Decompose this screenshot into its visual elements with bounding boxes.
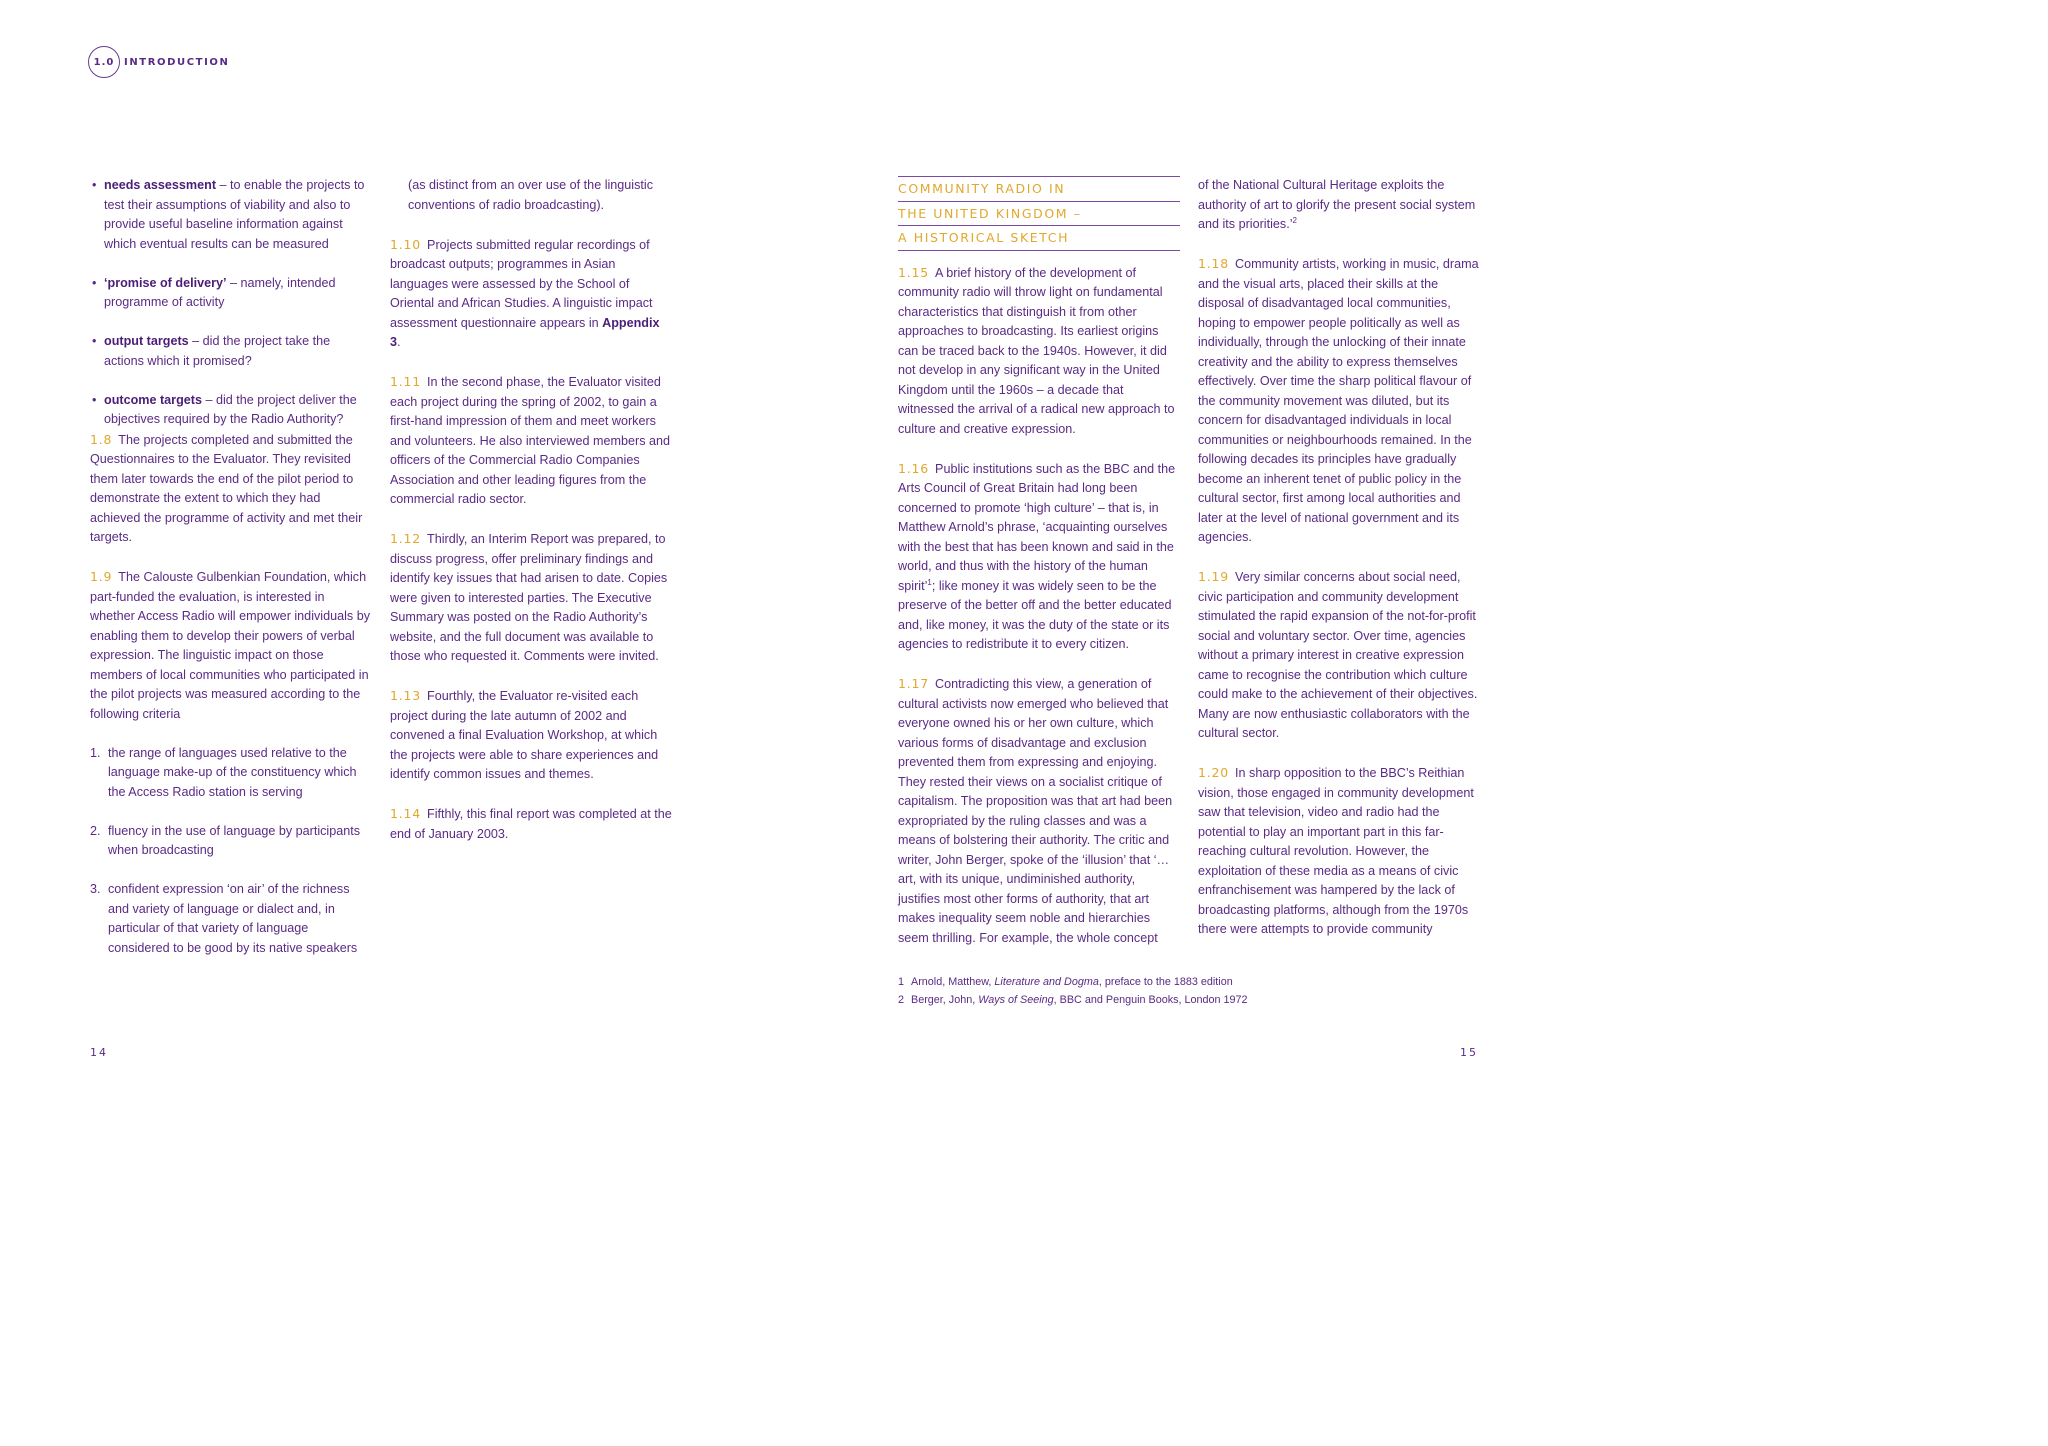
footnote: 2 Berger, John, Ways of Seeing, BBC and Penguin Books, London 1972	[898, 994, 1248, 1006]
left-column-1	[90, 176, 372, 958]
footnotes	[898, 973, 1498, 1009]
left-page	[0, 0, 784, 1107]
paragraph-number: 1.11	[390, 374, 422, 389]
heading-line: A HISTORICAL SKETCH	[898, 225, 1180, 251]
paragraph-1-17: 1.17 Contradicting this view, a generation of cultural activists now emerged who believed that everyone owned his or her own culture, which various forms of disadvantage and exclusion prevented them from expressing and enjoying. They rested their views on a socialist critique of capitalism. The proposition was that art had been expropriated by the ruling classes and was a means of bolstering their authority. The critic and writer, John Berger, spoke of the ‘illusion’ that ‘… art, with its unique, undiminished authority, justifies most other forms of authority, that art makes inequality seem noble and hierarchies seem thrilling. For example, the whole concept	[898, 676, 1173, 945]
paragraph-1-14: 1.14 Fifthly, this final report was completed at the end of January 2003.	[390, 806, 672, 841]
heading-line: COMMUNITY RADIO IN	[898, 176, 1180, 201]
paragraph-number: 1.8	[90, 431, 113, 447]
bullet-item: • outcome targets – did the project deliver the objectives required by the Radio Authority?	[92, 392, 357, 426]
page-number-left: 14	[90, 1046, 108, 1059]
paragraph-1-20: 1.20 In sharp opposition to the BBC’s Reithian vision, those engaged in community development saw that television, video and radio had the potential to play an important part in this far-reaching cultural revolution. However, the exploitation of these media as a means of civic enfranchisement was hampered by the lack of broadcasting platforms, although from the 1970s there were attempts to provide community	[1198, 765, 1474, 936]
page-number-right: 15	[1460, 1046, 1478, 1059]
bullet-item: • needs assessment – to enable the projects to test their assumptions of viability and also to provide useful baseline information against which eventual results can be measured	[92, 178, 365, 251]
section-heading	[898, 176, 1180, 251]
right-column-2	[1198, 176, 1480, 940]
bullet-item: • output targets – did the project take the actions which it promised?	[92, 334, 331, 368]
paragraph-1-9: 1.9 The Calouste Gulbenkian Foundation, which part-funded the evaluation, is interested in whether Access Radio will empower individuals by enabling them to develop their powers of verbal expression. The linguistic impact on those members of local communities who participated in the pilot projects was measured according to the following criteria	[90, 569, 370, 721]
continuation-text: of the National Cultural Heritage exploits the authority of art to glorify the present social system and its priorities.’$^2$	[1198, 178, 1476, 231]
paragraph-1-8: 1.8 The projects completed and submitted the Questionnaires to the Evaluator. They revisited them later towards the end of the pilot period to demonstrate the extent to which they had achieved the programme of activity and met their targets.	[90, 431, 363, 544]
section-title: INTRODUCTION	[124, 56, 230, 68]
right-page	[784, 0, 1568, 1107]
continuation-text: (as distinct from an over use of the linguistic conventions of radio broadcasting).	[408, 178, 653, 212]
section-number-badge: 1.0	[88, 46, 120, 78]
paragraph-1-12: 1.12 Thirdly, an Interim Report was prepared, to discuss progress, offer preliminary findings and identify key issues that had arisen to date. Copies were given to interested parties. The Executive Summary was posted on the Radio Authority’s website, and the full document was available to those who requested it. Comments were invited.	[390, 531, 668, 663]
paragraph-number: 1.12	[390, 531, 422, 546]
paragraph-number: 1.18	[1198, 256, 1230, 271]
paragraph-number: 1.14	[390, 806, 422, 821]
right-column-1	[898, 176, 1180, 948]
paragraph-1-10: 1.10 Projects submitted regular recordings of broadcast outputs; programmes in Asian languages were assessed by the School of Oriental and African Studies. A linguistic impact assessment questionnaire appears in Appendix 3.	[390, 236, 660, 349]
paragraph-number: 1.19	[1198, 569, 1230, 584]
paragraph-number: 1.9	[90, 569, 113, 584]
paragraph-1-19: 1.19 Very similar concerns about social need, civic participation and community development stimulated the rapid expansion of the not-for-profit social and voluntary sector. Over time, agencies without a primary interest in creative expression came to recognise the contribution which culture could make to the achievement of their objectives. Many are now enthusiastic collaborators with the cultural sector.	[1198, 569, 1478, 740]
paragraph-number: 1.17	[898, 676, 930, 691]
heading-line: THE UNITED KINGDOM –	[898, 201, 1180, 226]
bullet-item: • ‘promise of delivery’ – namely, intended programme of activity	[92, 275, 336, 309]
section-header	[88, 46, 229, 78]
footnote: 1 Arnold, Matthew, Literature and Dogma, preface to the 1883 edition	[898, 976, 1233, 988]
criteria-item: 1. the range of languages used relative to the language make-up of the constituency which the Access Radio station is serving	[90, 745, 357, 799]
paragraph-1-15: 1.15 A brief history of the development of community radio will throw light on fundamental characteristics that distinguish it from other approaches to broadcasting. Its earliest origins can be traced back to the 1940s. However, it did not develop in any significant way in the United Kingdom until the 1960s – a decade that witnessed the arrival of a radical new approach to culture and creative expression.	[898, 264, 1175, 436]
paragraph-1-13: 1.13 Fourthly, the Evaluator re-visited each project during the late autumn of 2002 and convened a final Evaluation Workshop, at which the projects were able to share experiences and identify common issues and themes.	[390, 688, 659, 781]
paragraph-number: 1.16	[898, 460, 930, 476]
footnote-ref: 1	[927, 577, 932, 587]
paragraph-number: 1.15	[898, 264, 930, 280]
paragraph-1-16: 1.16 Public institutions such as the BBC and the Arts Council of Great Britain had long been concerned to promote ‘high culture’ – that is, in Matthew Arnold’s phrase, ‘acquainting ourselves with the best that has been known and said in the world, and thus with the history of the human spirit’$^1$; like money it was widely seen to be the preserve of the better off and the better educated and, like money, it was the duty of the state or its agencies to redistribute it to every citizen.	[898, 460, 1176, 651]
left-column-2	[390, 176, 672, 844]
criteria-item: 3. confident expression ‘on air’ of the richness and variety of language or dialect and, in particular of that variety of language considered to be good by its native speakers	[90, 882, 358, 955]
footnote-ref: 2	[1292, 215, 1297, 225]
paragraph-number: 1.10	[390, 236, 422, 252]
paragraph-number: 1.20	[1198, 765, 1230, 780]
paragraph-number: 1.13	[390, 688, 422, 703]
paragraph-1-11: 1.11 In the second phase, the Evaluator visited each project during the spring of 2002, to gain a first-hand impression of them and meet workers and volunteers. He also interviewed members and officers of the Commercial Radio Companies Association and other leading figures from the commercial radio sector.	[390, 374, 671, 506]
criteria-item: 2. fluency in the use of language by participants when broadcasting	[90, 823, 361, 857]
paragraph-1-18: 1.18 Community artists, working in music, drama and the visual arts, placed their skills at the disposal of disadvantaged local communities, hoping to empower people politically as well as individually, through the unlocking of their innate creativity and the ability to express themselves effectively. Over time the sharp political flavour of the community movement was diluted, but its concern for disadvantaged individuals in local communities or neighbourhoods remained. In the following decades its principles have gradually become an inherent tenet of public policy in the cultural sector, first among local authorities and later at the level of national government and its agencies.	[1198, 256, 1479, 544]
